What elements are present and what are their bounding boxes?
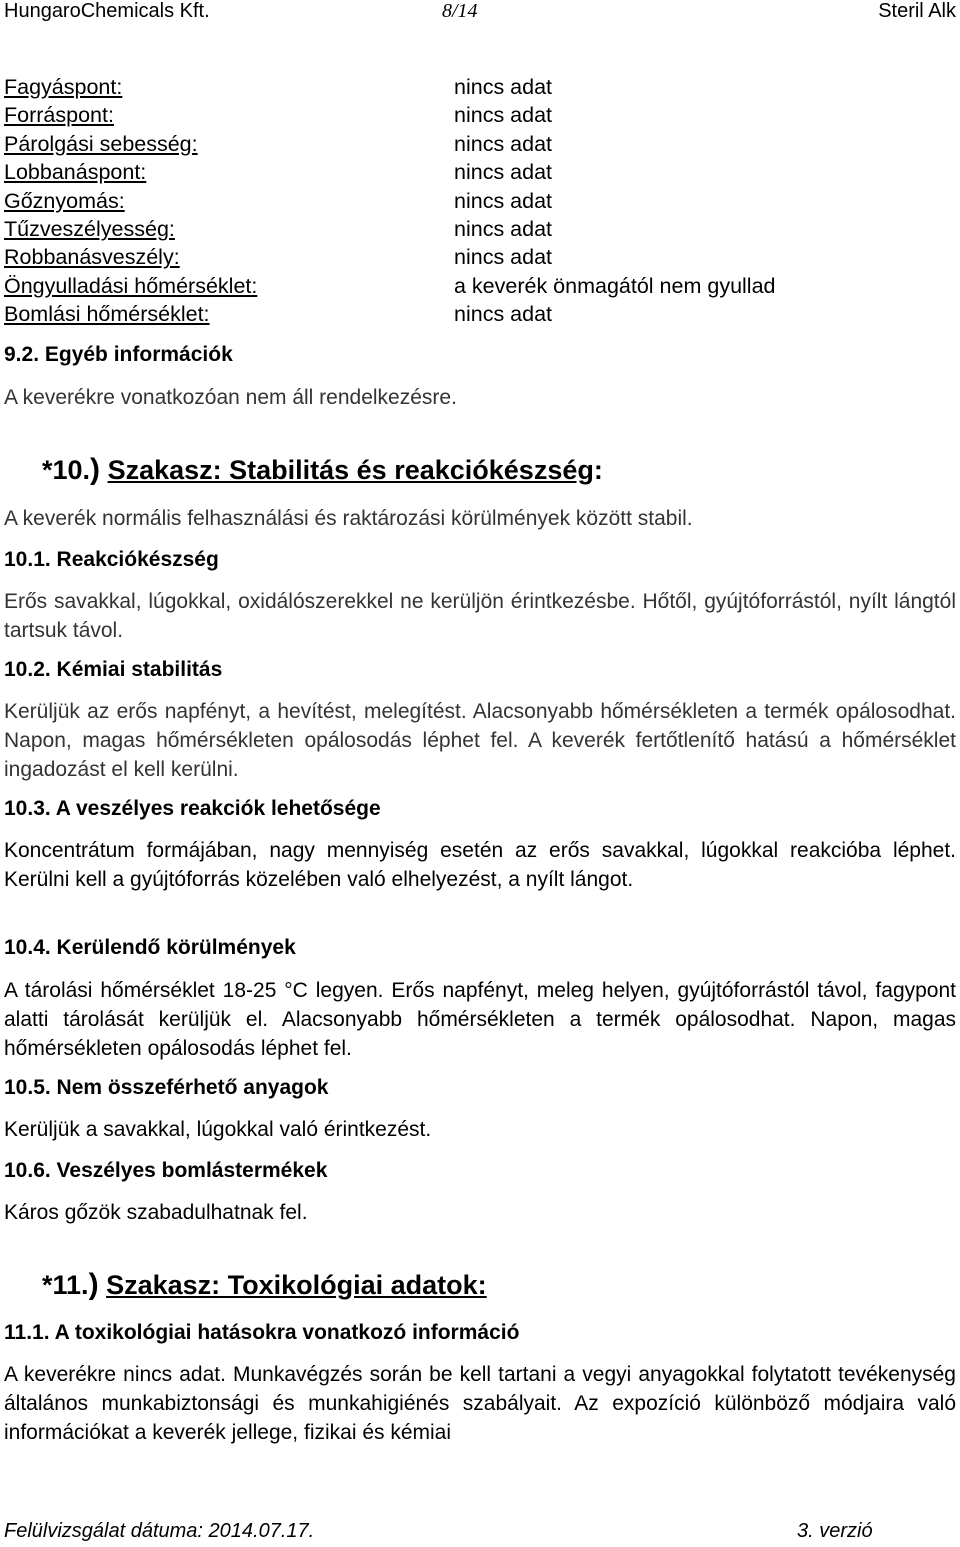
property-value: nincs adat [454, 302, 553, 327]
footer-version: 3. verzió [797, 1520, 873, 1542]
property-label: Lobbanáspont: [4, 160, 147, 185]
property-label: Robbanásveszély: [4, 245, 180, 270]
property-label: Forráspont: [4, 103, 114, 128]
section-11-title-text: Szakasz: Toxikológiai adatok: [106, 1270, 487, 1300]
heading-10-5: 10.5. Nem összeférhető anyagok [4, 1076, 329, 1099]
heading-9-2: 9.2. Egyéb információk [4, 343, 233, 366]
section-11-paren: ) [88, 1268, 99, 1301]
section-10-title-text: Szakasz: Stabilitás és reakciókészség [107, 455, 594, 485]
text-10-intro: A keverék normális felhasználási és raktározási körülmények között stabil. [4, 507, 693, 530]
property-value: nincs adat [454, 216, 553, 241]
text-9-2: A keverékre vonatkozóan nem áll rendelkezésre. [4, 386, 457, 409]
footer-revision-date: Felülvizsgálat dátuma: 2014.07.17. [4, 1520, 315, 1542]
section-10-number: *10. [42, 455, 91, 485]
heading-10-6: 10.6. Veszélyes bomlástermékek [4, 1159, 328, 1182]
section-11-title [42, 1269, 956, 1301]
property-value: nincs adat [454, 245, 553, 270]
section-10-title [42, 454, 956, 486]
property-label: Gőznyomás: [4, 188, 125, 213]
header-product: Steril Alk [878, 0, 956, 22]
section-11-number: *11. [42, 1270, 89, 1300]
section-10-paren: ) [90, 453, 101, 486]
page-header [4, 0, 956, 24]
heading-10-1: 10.1. Reakciókészség [4, 548, 219, 571]
text-10-5: Kerüljük a savakkal, lúgokkal való érintkezést. [4, 1118, 432, 1141]
text-10-4: A tárolási hőmérséklet 18-25 °C legyen. Erős napfényt, meleg helyen, gyújtóforrástól távol, fagypont alatti tárolását kerüljük el. Alacsonyabb hőmérsékleten a termék opálosodhat. Napon, magas hőmérsékleten opálosodás léphet fel. [4, 979, 956, 1060]
section-10-colon: : [593, 455, 603, 485]
heading-10-3: 10.3. A veszélyes reakciók lehetősége [4, 797, 381, 820]
text-11-1: A keverékre nincs adat. Munkavégzés során be kell tartani a vegyi anyagokkal folytatott tevékenység általános munkabiztonsági és munkahigiénés szabályait. Az expozíció különböző módjaira való információkat a keverék jellege, fizikai és kémiai [4, 1363, 956, 1444]
header-company: HungaroChemicals Kft. [4, 0, 210, 22]
property-label: Fagyáspont: [4, 75, 123, 99]
property-label: Bomlási hőmérséklet: [4, 302, 210, 327]
text-10-2: Kerüljük az erős napfényt, a hevítést, melegítést. Alacsonyabb hőmérsékleten a termék opálosodhat. Napon, magas hőmérsékleten opálosodás léphet fel. A keverék fertőtlenítő hatású a hőmérséklet ingadozást el kell kerülni. [4, 700, 956, 781]
property-label: Párolgási sebesség: [4, 131, 198, 156]
header-page-number: 8/14 [442, 0, 478, 22]
heading-10-4: 10.4. Kerülendő körülmények [4, 936, 296, 959]
property-value: nincs adat [454, 160, 553, 185]
property-value: nincs adat [454, 131, 553, 156]
text-10-1: Erős savakkal, lúgokkal, oxidálószerekkel ne kerüljön érintkezésbe. Hőtől, gyújtóforrástól, nyílt lángtól tartsuk távol. [4, 590, 956, 642]
text-10-3: Koncentrátum formájában, nagy mennyiség esetén az erős savakkal, lúgokkal reakcióba léphet. Kerülni kell a gyújtóforrás közelében való elhelyezést, a nyílt lángot. [4, 839, 956, 891]
property-value: a keverék önmagától nem gyullad [454, 273, 776, 298]
property-value: nincs adat [454, 75, 553, 99]
property-value: nincs adat [454, 188, 553, 213]
property-label: Tűzveszélyesség: [4, 216, 175, 241]
heading-10-2: 10.2. Kémiai stabilitás [4, 658, 223, 681]
text-10-6: Káros gőzök szabadulhatnak fel. [4, 1201, 308, 1224]
heading-11-1: 11.1. A toxikológiai hatásokra vonatkozó információ [4, 1321, 520, 1344]
property-label: Öngyulladási hőmérséklet: [4, 273, 258, 298]
property-value: nincs adat [454, 103, 553, 128]
